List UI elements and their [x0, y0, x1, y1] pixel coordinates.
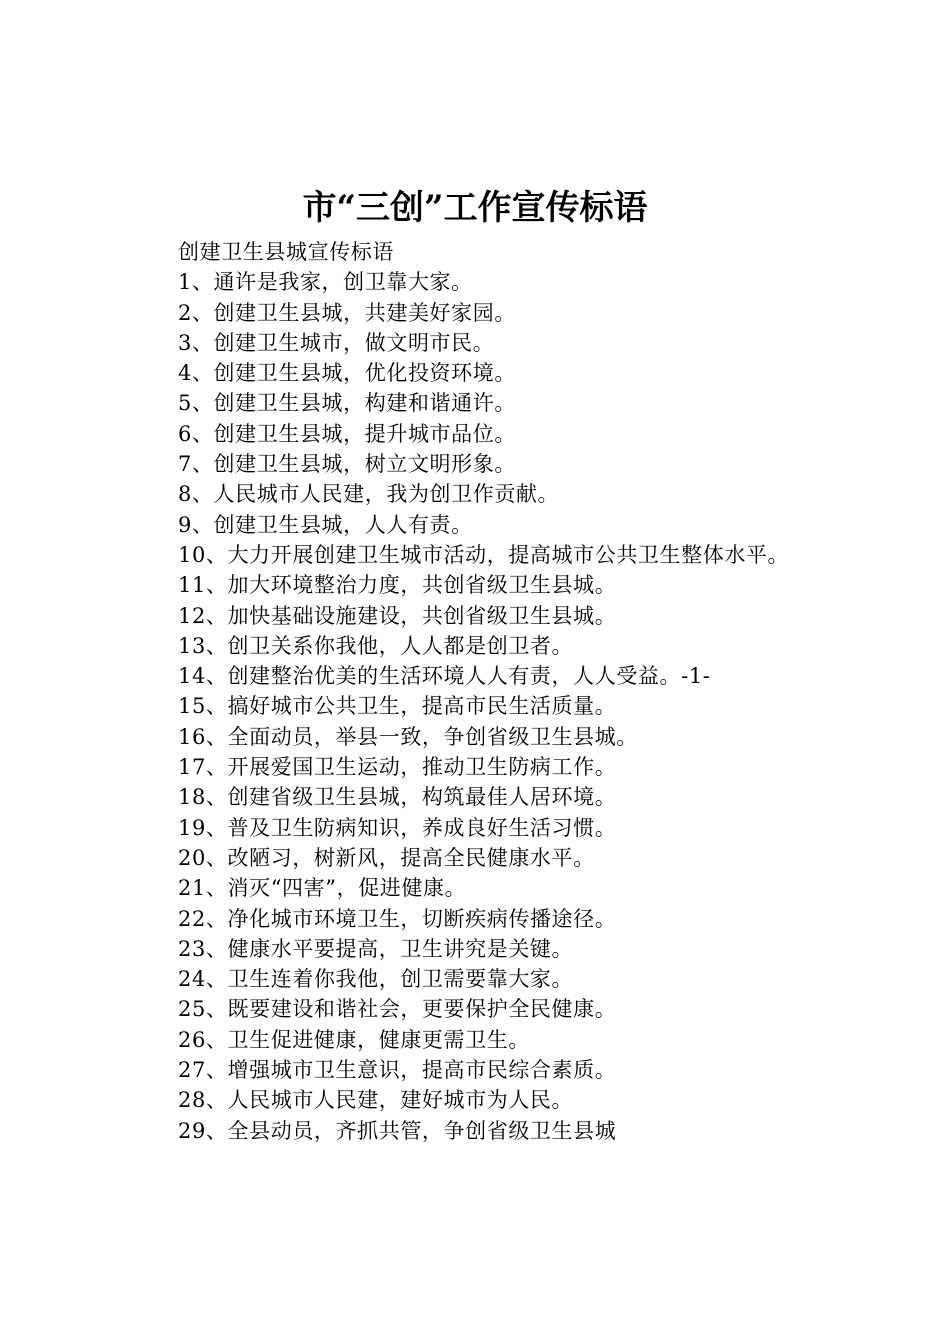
slogan-item: 3、创建卫生城市，做文明市民。 [178, 330, 495, 355]
document-title: 市“三创”工作宣传标语 [302, 188, 648, 228]
slogan-item: 6、创建卫生县城，提升城市品位。 [178, 421, 516, 446]
slogan-item: 25、既要建设和谐社会，更要保护全民健康。 [178, 997, 617, 1022]
slogan-item: 19、普及卫生防病知识，养成良好生活习惯。 [178, 815, 617, 840]
slogan-item: 11、加大环境整治力度，共创省级卫生县城。 [178, 573, 617, 598]
slogan-item: 5、创建卫生县城，构建和谐通许。 [178, 391, 516, 416]
slogan-item: 12、加快基础设施建设，共创省级卫生县城。 [178, 603, 617, 628]
slogan-item: 4、创建卫生县城，优化投资环境。 [178, 361, 516, 386]
slogan-item: 27、增强城市卫生意识，提高市民综合素质。 [178, 1058, 617, 1083]
slogan-item: 10、大力开展创建卫生城市活动，提高城市公共卫生整体水平。 [178, 542, 790, 567]
slogan-item: 24、卫生连着你我他，创卫需要靠大家。 [178, 967, 574, 992]
slogan-item: 20、改陋习，树新风，提高全民健康水平。 [178, 845, 595, 870]
section-heading: 创建卫生县城宣传标语 [178, 240, 394, 264]
slogan-item: 28、人民城市人民建，建好城市为人民。 [178, 1088, 574, 1113]
slogan-item: 17、开展爱国卫生运动，推动卫生防病工作。 [178, 755, 617, 780]
slogan-item: 14、创建整治优美的生活环境人人有责，人人受益。-1- [178, 664, 711, 689]
slogan-item: 9、创建卫生县城，人人有责。 [178, 512, 473, 537]
slogan-item: 21、消灭“四害”，促进健康。 [178, 876, 467, 901]
slogan-item: 13、创卫关系你我他，人人都是创卫者。 [178, 633, 574, 658]
slogan-item: 8、人民城市人民建，我为创卫作贡献。 [178, 482, 560, 507]
slogan-item: 23、健康水平要提高，卫生讲究是关键。 [178, 936, 574, 961]
slogan-item: 18、创建省级卫生县城，构筑最佳人居环境。 [178, 785, 617, 810]
slogan-item: 16、全面动员，举县一致，争创省级卫生县城。 [178, 724, 638, 749]
slogan-item: 7、创建卫生县城，树立文明形象。 [178, 452, 516, 477]
document-body [128, 237, 838, 1146]
slogan-item: 15、搞好城市公共卫生，提高市民生活质量。 [178, 694, 617, 719]
slogan-item: 29、全县动员，齐抓共管，争创省级卫生县城 [178, 1118, 617, 1143]
slogan-item: 22、净化城市环境卫生，切断疾病传播途径。 [178, 906, 617, 931]
slogan-item: 26、卫生促进健康，健康更需卫生。 [178, 1027, 530, 1052]
slogan-item: 1、通许是我家，创卫靠大家。 [178, 270, 473, 295]
slogan-item: 2、创建卫生县城，共建美好家园。 [178, 300, 516, 325]
